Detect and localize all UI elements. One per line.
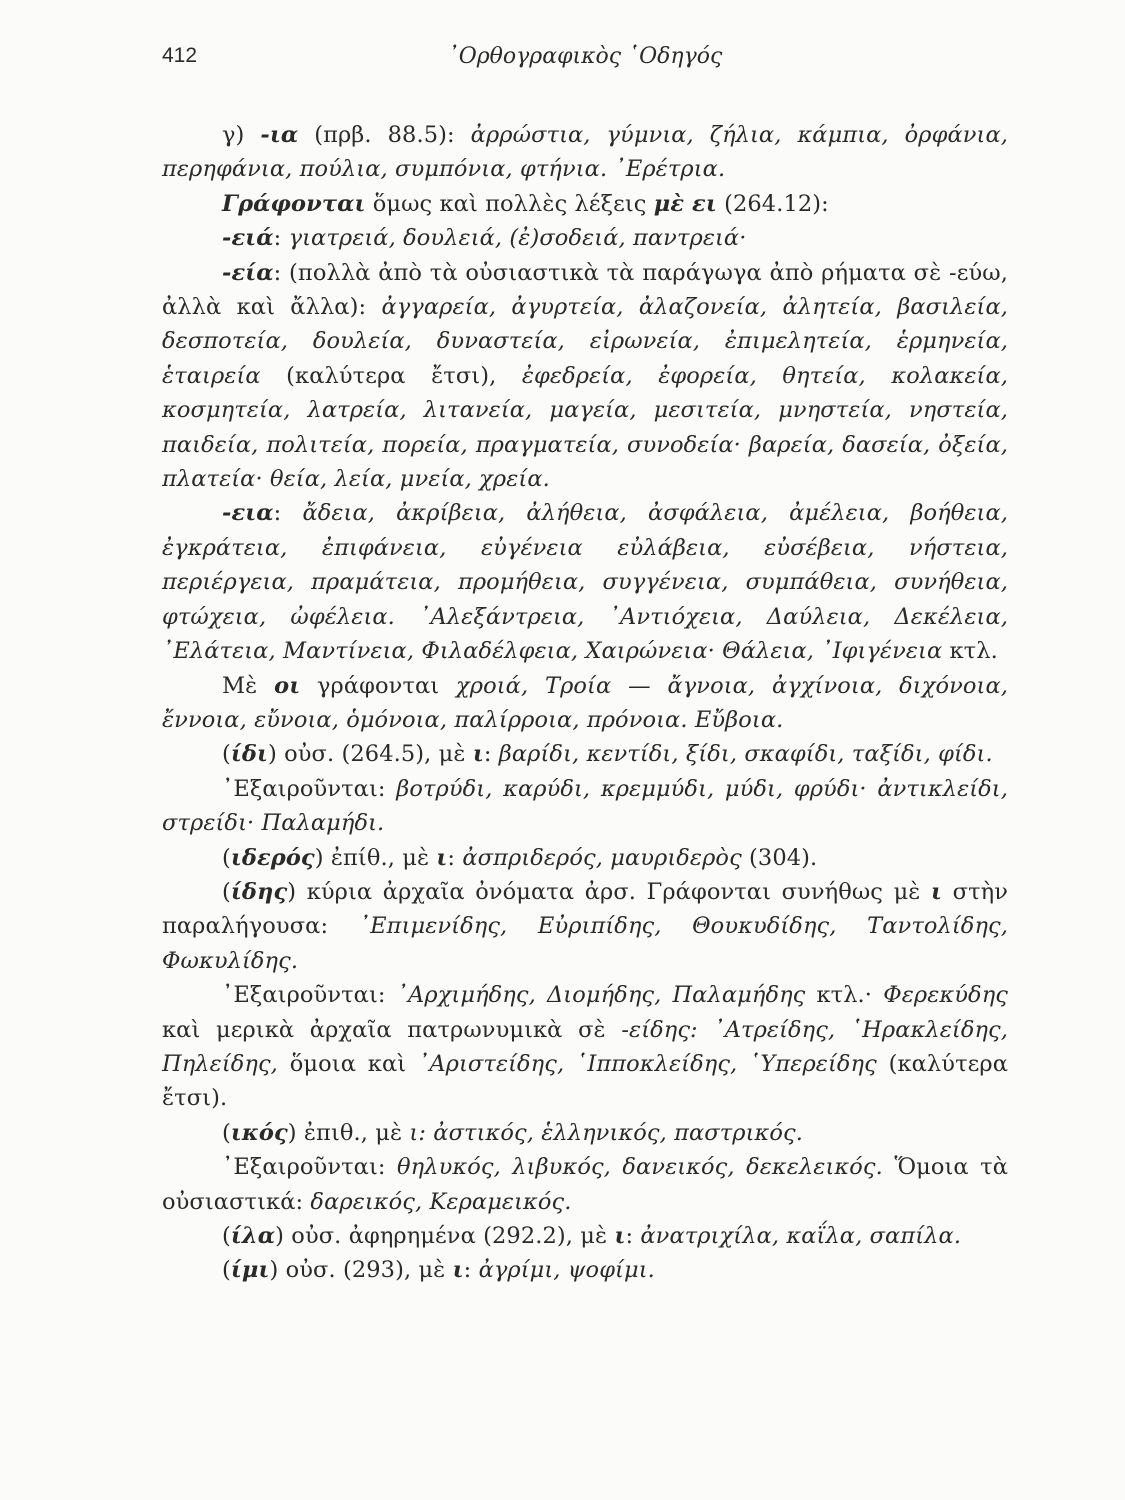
text-run: : (πολλὰ ἀπὸ τὰ οὐσιαστικὰ τὰ παράγωγα ἀπὸ ρήματα σὲ -εύω, ἀλλὰ καὶ ἄλλα): [162,259,1008,321]
paragraph [162,118,1008,187]
text-run: -ειά [222,225,274,252]
text-run: βοτρύδι, καρύδι, κρεμμύδι, μύδι, φρύδι· ἀντικλείδι, στρείδι· Παλαμήδι. [162,775,1008,837]
text-run: ᾿Εξαιροῦνται: [222,775,397,802]
text-run: γράφονται [300,672,457,699]
text-run: (264.12): [716,190,829,217]
page-header [162,44,1008,78]
text-run: ( [222,1119,231,1146]
text-run: : [483,741,499,768]
text-run: ᾿Αριστείδης, ῾Ιπποκλείδης, ῾Υπερείδης [417,1050,877,1077]
text-run: ίμι [230,1257,270,1284]
text-run: ι [472,741,484,768]
text-run: ) ἐπίθ., μὲ [314,844,437,871]
text-run: δαρεικός, Κεραμεικός. [310,1188,572,1215]
paragraph [162,841,1008,875]
paragraph [162,496,1008,668]
paragraph [162,978,1008,1116]
text-run: ᾿Αρχιμήδης, Διομήδης, Παλαμήδης [396,982,806,1009]
text-run: οι [274,672,301,699]
body-text [162,118,1008,1288]
text-run: -ια [260,122,299,148]
text-run: ) οὐσ. ἀφηρημένα (292.2), μὲ [275,1223,615,1249]
text-run: (304). [741,844,818,871]
text-run: ὅμοια καὶ [277,1050,418,1077]
text-run: ιδερός [230,844,315,871]
page-number: 412 [162,44,198,67]
text-run: ι [436,844,448,871]
text-run: γιατρειά, δουλειά, (ἐ)σοδειά, παντρειά· [288,225,747,252]
text-run: ἀγρίμι, ψοφίμι. [478,1257,655,1284]
text-run: Φερεκύδης [883,982,1008,1009]
running-title: ᾿Ορθογραφικὸς ῾Οδηγός [447,44,723,69]
text-run: ( [222,878,231,905]
text-run: Μὲ [222,672,275,699]
text-run: ίλα [230,1223,276,1249]
text-run: χροιά, Τροία — ἄγνοια, ἀγχίνοια, διχόνοια, ἔννοια, εὔνοια, ὁμόνοια, παλίρροια, πρόνοια. Εὔβοια. [162,672,1008,733]
paragraph [162,772,1008,841]
text-run: (καλύτερα ἔτσι). [162,1050,1008,1112]
text-run: ἀρρώστια, γύμνια, ζήλια, κάμπια, ὀρφάνια, περηφάνια, πούλια, συμπόνια, φτήνια. ᾿Ερέτρια. [162,122,1009,183]
text-run: ι [452,1257,464,1284]
text-run: ἐφεδρεία, ἐφορεία, θητεία, κολακεία, κοσμητεία, λατρεία, λιτανεία, μαγεία, μεσιτεία, μνηστεία, νηστεία, παιδεία, πολιτεία, πορεία, πραγματεία, συνοδεία· βαρεία, δασεία, ὀξεία, πλατεία· θεία, λεία, μνεία, χρεία. [162,362,1008,493]
text-run: ( [222,1223,231,1249]
text-run: ι [614,1223,626,1249]
text-run: ( [222,741,231,768]
text-run: ἀσπριδερός, μαυριδερὸς [462,844,742,871]
text-run: -εια [222,500,274,527]
text-run: ὅμως καὶ πολλὲς λέξεις [365,190,654,217]
text-run: : [273,500,303,527]
text-run: ) κύρια ἀρχαῖα ὀνόματα ἀρσ. Γράφονται συνήθως μὲ [287,878,932,905]
paragraph [162,1116,1008,1150]
paragraph [162,256,1008,497]
text-run: μὲ ει [653,190,717,217]
paragraph [162,1219,1008,1253]
paragraph [162,875,1008,978]
paragraph [162,221,1008,255]
text-run: Ὅμοια τὰ οὐσιαστικά: [162,1154,1008,1215]
text-run: ικός [230,1119,288,1146]
text-run: -εία [222,259,274,286]
text-run: ίδης [230,878,288,905]
text-run: βαρίδι, κεντίδι, ξίδι, σκαφίδι, ταξίδι, φίδι. [498,741,993,768]
paragraph [162,1150,1008,1219]
text-run: ᾿Εξαιροῦνται: [222,982,397,1009]
text-run: (καλύτερα ἔτσι), [260,362,522,389]
paragraph [162,737,1008,771]
text-run: ) ἐπιθ., μὲ [287,1119,410,1146]
text-run: ) οὐσ. (264.5), μὲ [267,741,473,768]
text-run: ( [222,1257,231,1284]
text-run: ίδι [230,741,268,768]
paragraph [162,187,1008,221]
text-run: ( [222,844,231,871]
text-run: : [463,1257,479,1284]
paragraph [162,669,1008,738]
text-run: ᾿Εξαιροῦνται: [222,1154,398,1181]
text-run: στὴν παραλήγουσα: [162,878,1008,940]
text-run: θηλυκός, λιβυκός, δανεικός, δεκελεικός. [397,1154,883,1181]
text-run: : [447,844,463,871]
text-run: κτλ. [942,638,998,665]
text-run: ἀγγαρεία, ἀγυρτεία, ἀλαζονεία, ἀλητεία, βασιλεία, δεσποτεία, δουλεία, δυναστεία, εἰρωνεία, ἐπιμελητεία, ἑρμηνεία, ἑταιρεία [162,294,1008,389]
text-run: ι [931,878,943,905]
text-run: (πρβ. 88.5): [298,122,471,148]
text-run: -είδης: ᾿Ατρείδης, ῾Ηρακλείδης, Πηλείδης, [162,1016,1009,1077]
text-run: καὶ μερικὰ ἀρχαῖα πατρωνυμικὰ σὲ [162,1016,622,1043]
paragraph [162,1253,1008,1287]
text-run: : [625,1223,641,1249]
text-run: ) οὐσ. (293), μὲ [269,1257,453,1284]
text-run: Γράφονται [222,190,366,217]
text-run: ἄδεια, ἀκρίβεια, ἀλήθεια, ἀσφάλεια, ἀμέλεια, βοήθεια, ἐγκράτεια, ἐπιφάνεια, εὐγένεια εὐλάβεια, εὐσέβεια, νήστεια, περιέργεια, πραμάτεια, προμήθεια, συγγένεια, συμπάθεια, συνήθεια, φτώχεια, ὠφέλεια. ᾿Αλεξάντρεια, ᾿Αντιόχεια, Δαύλεια, Δεκέλεια, ᾿Ελάτεια, Μαντίνεια, Φιλαδέλφεια, Χαιρώνεια· Θάλεια, ᾿Ιφιγένεια [162,500,1009,665]
text-run: γ) [222,122,261,148]
text-run: ι: ἀστικός, ἑλληνικός, παστρικός. [409,1119,803,1146]
text-run: ἀνατριχίλα, καΐλα, σαπίλα. [640,1223,962,1249]
text-run: ᾿Επιμενίδης, Εὐριπίδης, Θουκυδίδης, Ταντολίδης, Φωκυλίδης. [162,913,1008,974]
text-run: : [273,225,289,252]
text-run: κτλ.· [805,982,884,1009]
